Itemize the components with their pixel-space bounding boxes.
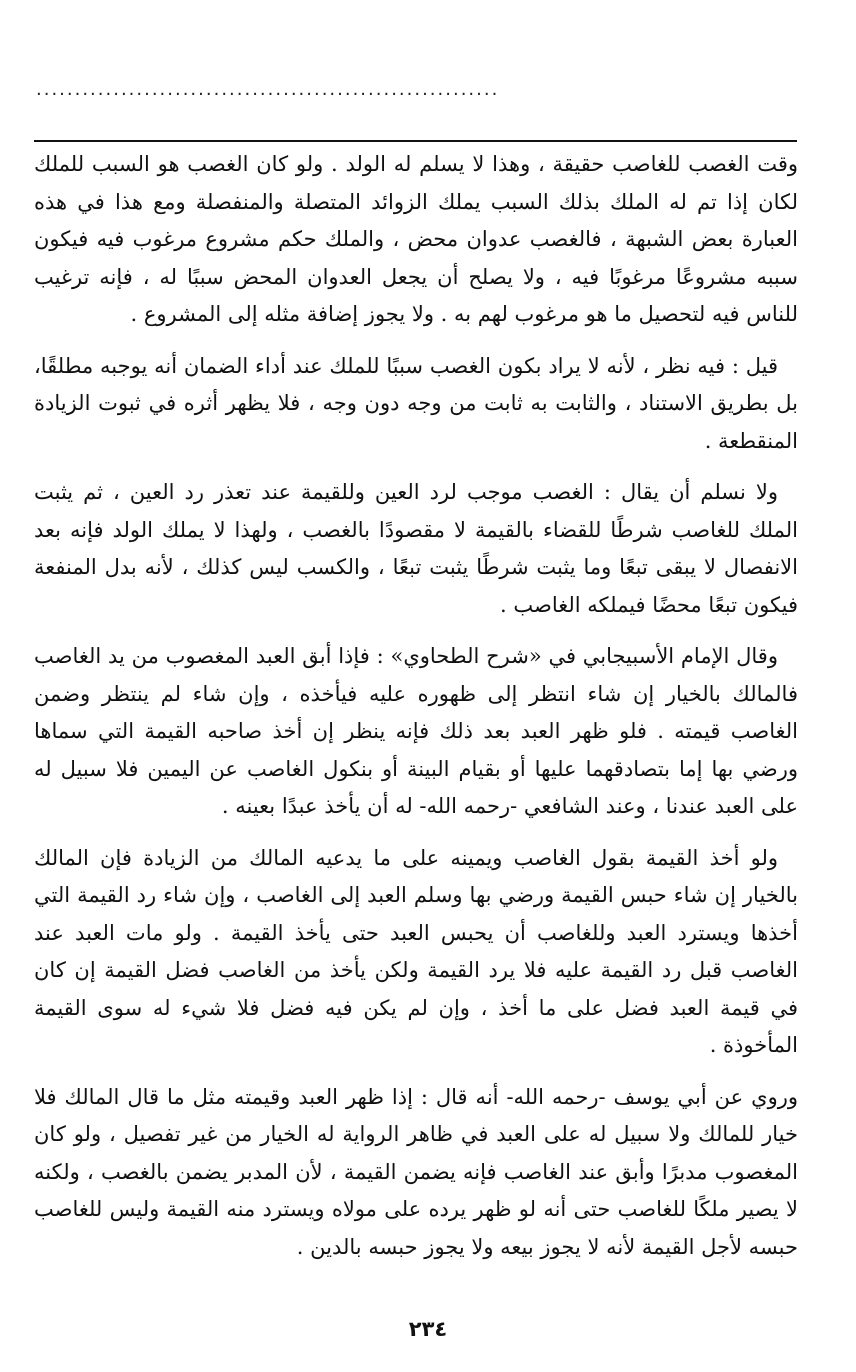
body-text xyxy=(34,146,798,1306)
page-number: ٢٣٤ xyxy=(408,1317,448,1341)
paragraph-1: وقت الغصب للغاصب حقيقة ، وهذا لا يسلم له الولد . ولو كان الغصب هو السبب للملك لكان إذا تم له الملك بذلك السبب يملك الزوائد المتصلة والمنفصلة ومع هذا في هذه العبارة بعض الشبهة ، فالغصب عدوان محض ، والملك حكم مشروع مرغوب فيه فيكون سببه مشروعًا مرغوبًا فيه ، ولا يصلح أن يجعل العدوان المحض سببًا له ، فإنه ترغيب للناس فيه لتحصيل ما هو مرغوب لهم به . ولا يجوز إضافة مثله إلى المشروع . xyxy=(34,152,798,326)
header-dotted-line: ............................................................ xyxy=(36,79,500,100)
header-rule xyxy=(34,140,797,142)
paragraph-3: ولا نسلم أن يقال : الغصب موجب لرد العين وللقيمة عند تعذر رد العين ، ثم يثبت الملك للغاصب شرطًا للقضاء بالقيمة لا مقصودًا بالغصب ، ولهذا لا يملك الولد فإنه بعد الانفصال لا يبقى تبعًا وما يثبت شرطًا يثبت تبعًا ، والكسب ليس كذلك ، لأنه بدل المنفعة فيكون تبعًا محضًا فيملكه الغاصب . xyxy=(34,480,798,617)
paragraph-4: وقال الإمام الأسبيجابي في «شرح الطحاوي» : فإذا أبق العبد المغصوب من يد الغاصب فالمالك بالخيار إن شاء انتظر إلى ظهوره عليه فيأخذه ، وإن شاء لم ينتظر وضمن الغاصب قيمته . فلو ظهر العبد بعد ذلك فإنه ينظر إن أخذ صاحبه القيمة التي سماها ورضي بها إما بتصادقهما عليها أو بقيام البينة أو بنكول الغاصب عن اليمين فلا سبيل له على العبد عندنا ، وعند الشافعي -رحمه الله- له أن يأخذ عبدًا بعينه . xyxy=(34,644,798,818)
paragraph-5: ولو أخذ القيمة بقول الغاصب ويمينه على ما يدعيه المالك من الزيادة فإن المالك بالخيار إن شاء حبس القيمة ورضي بها وسلم العبد إلى الغاصب ، وإن شاء رد القيمة التي أخذها ويسترد العبد وللغاصب أن يحبس العبد حتى يأخذ القيمة . ولو مات العبد عند الغاصب قبل رد القيمة عليه فلا يرد القيمة ولكن يأخذ من الغاصب فضل القيمة إن كان في قيمة العبد فضل على ما أخذ ، وإن لم يكن فيه فضل فلا شيء له سوى القيمة المأخوذة . xyxy=(34,845,798,1057)
paragraph-2: قيل : فيه نظر ، لأنه لا يراد بكون الغصب سببًا للملك عند أداء الضمان أنه يوجبه مطلقًا، بل بطريق الاستناد ، والثابت به ثابت من وجه دون وجه ، فلا يظهر أثره في ثبوت الزيادة المنقطعة . xyxy=(34,353,798,453)
paragraph-6: وروي عن أبي يوسف -رحمه الله- أنه قال : إذا ظهر العبد وقيمته مثل ما قال المالك فلا خيار للمالك ولا سبيل له على العبد في ظاهر الرواية له الخيار من غير تفصيل ، ولو كان المغصوب مدبرًا وأبق عند الغاصب فإنه يضمن القيمة ، لأن المدبر يضمن بالغصب ، ولكنه لا يصير ملكًا للغاصب حتى أنه لو ظهر يرده على مولاه ويسترد منه القيمة وليس للغاصب حبسه لأجل القيمة لأنه لا يجوز بيعه ولا يجوز حبسه بالدين . xyxy=(34,1084,798,1259)
